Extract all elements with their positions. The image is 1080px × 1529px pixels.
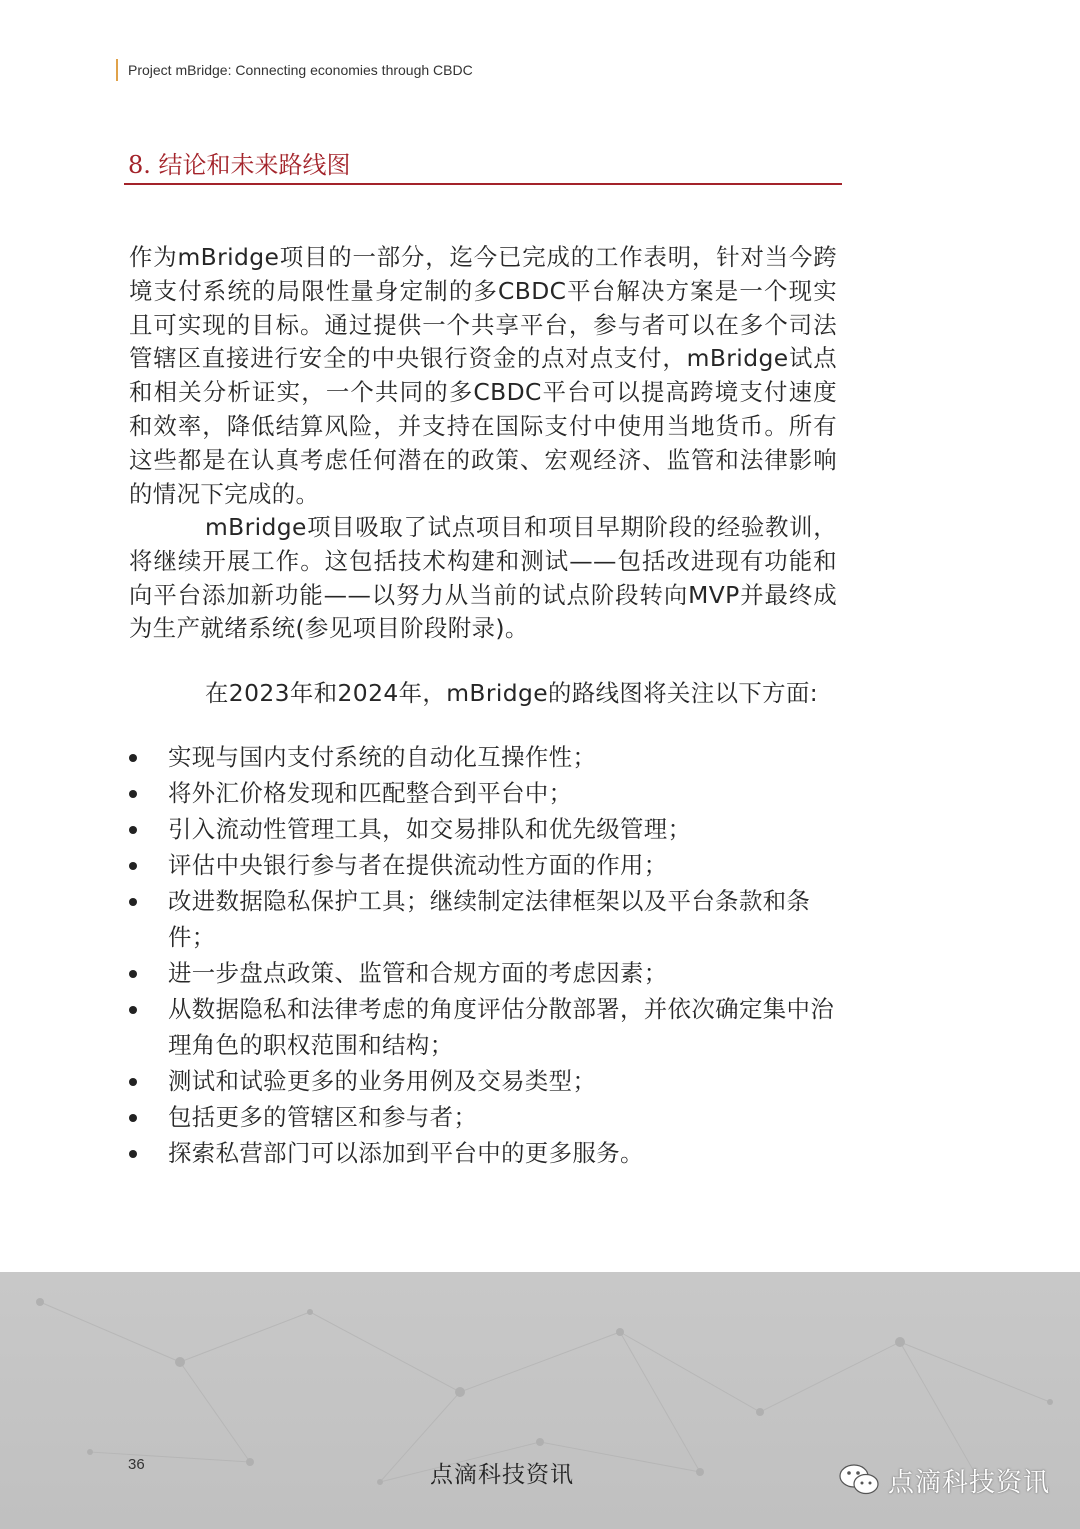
paragraph-intro: 作为mBridge项目的一部分，迄今已完成的工作表明，针对当今跨境支付系统的局限性量身定制的多CBDC平台解决方案是一个现实且可实现的目标。通过提供一个共享平台，参与者可以在多个司法管辖区直接进行安全的中央银行资金的点对点支付，mBridge试点和相关分析证实，一个共同的多CBDC平台可以提高跨境支付速度和效率，降低结算风险，并支持在国际支付中使用当地货币。所有这些都是在认真考虑任何潜在的政策、宏观经济、监管和法律影响的情况下完成的。: [129, 243, 837, 508]
list-item: [124, 1063, 840, 1099]
section-title: 8. 结论和未来路线图: [128, 151, 351, 179]
bullet-icon: [129, 862, 137, 870]
list-item-text: 进一步盘点政策、监管和合规方面的考虑因素；: [168, 959, 668, 987]
bullet-icon: [129, 1006, 137, 1014]
paragraph-next-steps: mBridge项目吸取了试点项目和项目早期阶段的经验教训，将继续开展工作。这包括技术构建和测试——包括改进现有功能和向平台添加新功能——以努力从当前的试点阶段转向MVP并最终成为生产就绪系统(参见项目阶段附录)。: [129, 513, 837, 643]
list-item: [124, 1135, 840, 1171]
wechat-icon: [838, 1462, 880, 1498]
list-item: [124, 775, 840, 811]
list-item-text: 评估中央银行参与者在提供流动性方面的作用；: [168, 851, 668, 879]
bullet-icon: [129, 826, 137, 834]
watermark-text: 点滴科技资讯: [888, 1467, 1051, 1498]
list-item: [124, 1099, 840, 1135]
list-item-text: 从数据隐私和法律考虑的角度评估分散部署，并依次确定集中治理角色的职权范围和结构；: [168, 995, 835, 1059]
list-item: [124, 811, 840, 847]
list-item-text: 探索私营部门可以添加到平台中的更多服务。: [168, 1139, 644, 1167]
list-item: [124, 991, 840, 1063]
watermark: [838, 1458, 1050, 1502]
list-item-text: 改进数据隐私保护工具；继续制定法律框架以及平台条款和条件；: [168, 887, 811, 951]
list-item-text: 包括更多的管辖区和参与者；: [168, 1103, 478, 1131]
section-title-rule: [124, 183, 842, 185]
page-number: 36: [128, 1456, 145, 1473]
roadmap-list: [124, 739, 840, 1171]
bullet-icon: [129, 1078, 137, 1086]
bullet-icon: [129, 1150, 137, 1158]
bullet-icon: [129, 970, 137, 978]
bullet-icon: [129, 754, 137, 762]
list-item-text: 实现与国内支付系统的自动化互操作性；: [168, 743, 597, 771]
bullet-icon: [129, 1114, 137, 1122]
paragraph-roadmap-lead: 在2023年和2024年，mBridge的路线图将关注以下方面:: [205, 679, 819, 707]
list-item: [124, 847, 840, 883]
bullet-icon: [129, 790, 137, 798]
list-item: [124, 739, 840, 775]
list-item-text: 引入流动性管理工具，如交易排队和优先级管理；: [168, 815, 692, 843]
running-header: [116, 58, 473, 82]
list-item-text: 将外汇价格发现和匹配整合到平台中；: [168, 779, 573, 807]
list-item-text: 测试和试验更多的业务用例及交易类型；: [168, 1067, 597, 1095]
header-accent-bar: [116, 59, 118, 81]
running-title: Project mBridge: Connecting economies through CBDC: [128, 62, 473, 78]
bullet-icon: [129, 898, 137, 906]
footer-brand: 点滴科技资讯: [430, 1462, 574, 1488]
list-item: [124, 955, 840, 991]
list-item: [124, 883, 840, 955]
